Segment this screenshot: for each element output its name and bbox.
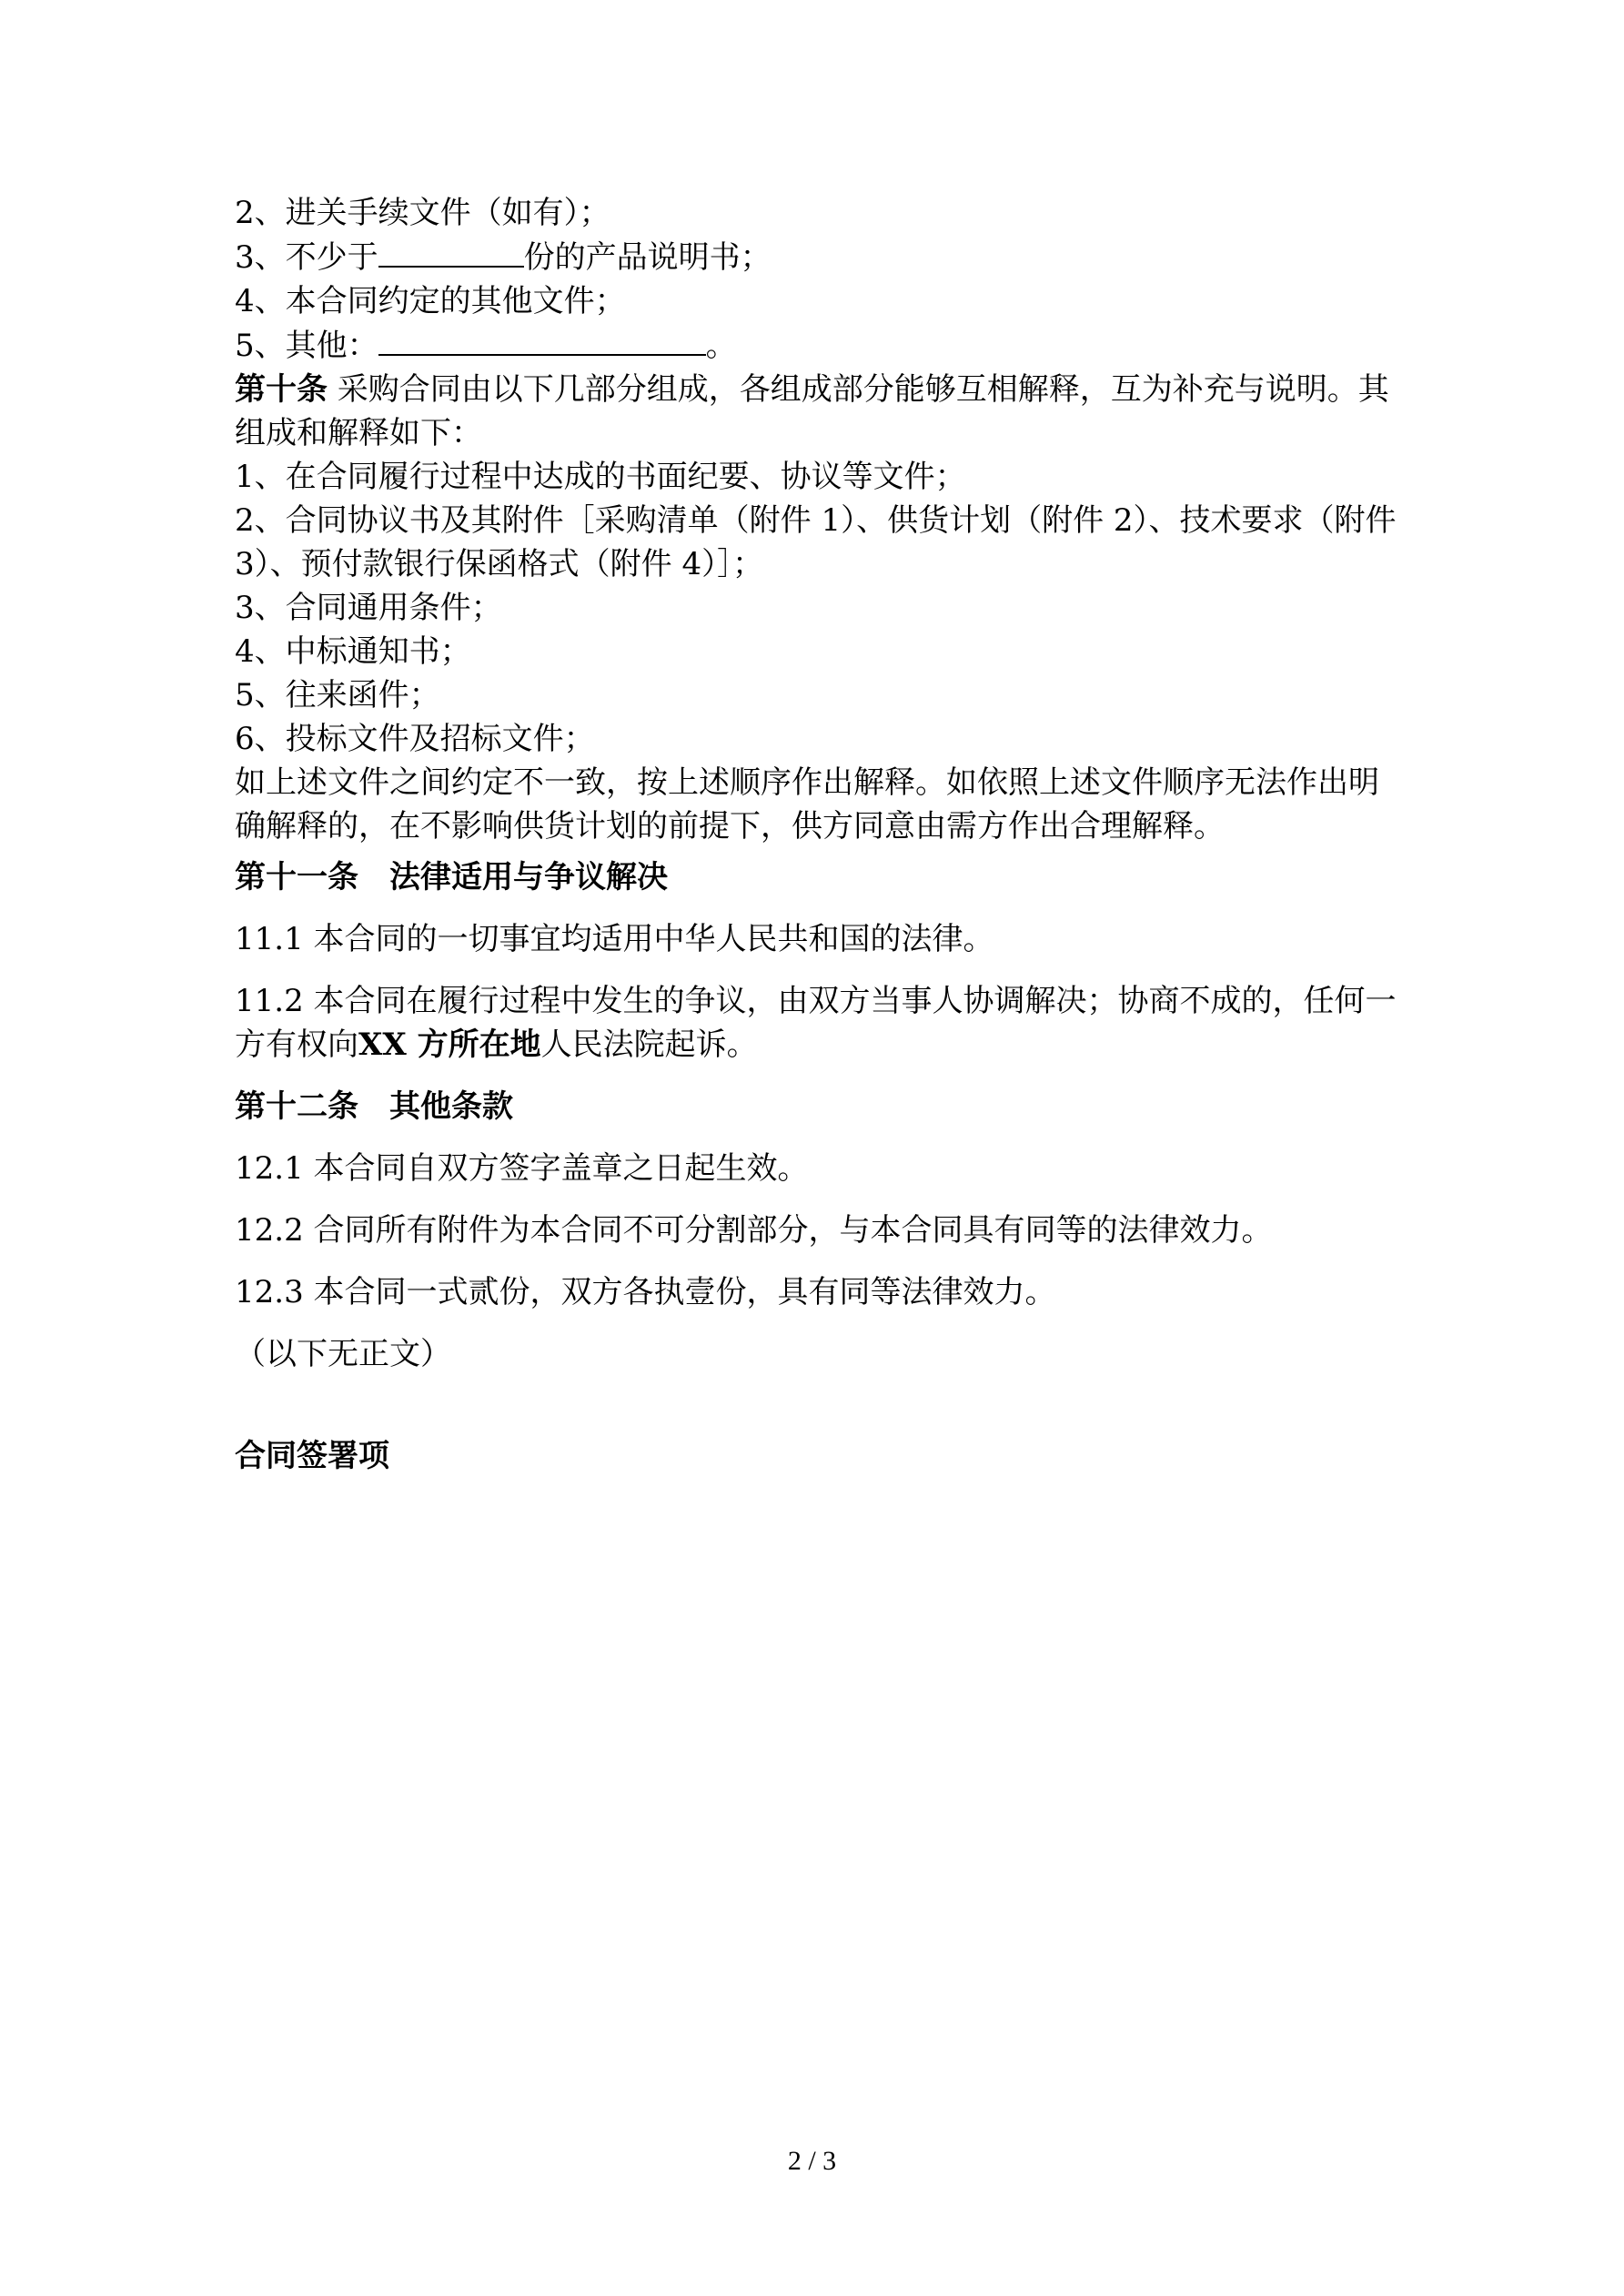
clause-11-1: 11.1 本合同的一切事宜均适用中华人民共和国的法律。 xyxy=(235,921,994,957)
copies-blank xyxy=(378,235,524,268)
article-10-item: 3、合同通用条件； xyxy=(235,590,502,626)
other-blank xyxy=(378,323,706,356)
signature-heading: 合同签署项 xyxy=(235,1438,389,1474)
clause-11-2 xyxy=(235,979,1408,1067)
clause-12-3: 12.3 本合同一式贰份，双方各执壹份，具有同等法律效力。 xyxy=(235,1274,1056,1310)
clause-12-1: 12.1 本合同自双方签字盖章之日起生效。 xyxy=(235,1150,809,1187)
list-item-5-suffix: 。 xyxy=(705,328,737,364)
article-10-intro xyxy=(235,368,1408,455)
list-item-2: 2、进关手续文件（如有）； xyxy=(235,195,610,231)
list-item-3-prefix: 3、不少于 xyxy=(235,239,378,276)
court-location: XX 方所在地 xyxy=(358,1027,541,1063)
document-body xyxy=(235,191,1408,1478)
list-item-4: 4、本合同约定的其他文件； xyxy=(235,283,626,319)
page-number: 2 / 3 xyxy=(787,2146,837,2176)
no-more-text: （以下无正文） xyxy=(235,1336,451,1372)
article-11-heading: 第十一条 法律适用与争议解决 xyxy=(235,859,668,895)
list-item-5-prefix: 5、其他： xyxy=(235,328,378,364)
article-10-heading: 第十条 xyxy=(235,371,328,408)
article-10-intro-text: 采购合同由以下几部分组成，各组成部分能够互相解释，互为补充与说明。其组成和解释如下： xyxy=(235,371,1389,451)
article-10-item: 6、投标文件及招标文件； xyxy=(235,721,595,757)
article-10-item: 2、合同协议书及其附件［采购清单（附件 1）、供货计划（附件 2）、技术要求（附件 3）、预付款银行保函格式（附件 4）］； xyxy=(235,502,1397,582)
list-item-3 xyxy=(235,235,1408,279)
spacer xyxy=(235,1376,1408,1434)
article-10-closing: 如上述文件之间约定不一致，按上述顺序作出解释。如依照上述文件顺序无法作出明确解释的，在不影响供货计划的前提下，供方同意由需方作出合理解释。 xyxy=(235,764,1379,845)
article-10-item: 4、中标通知书； xyxy=(235,633,471,670)
article-12-heading: 第十二条 其他条款 xyxy=(235,1088,513,1125)
article-10-item: 5、往来函件； xyxy=(235,677,440,713)
list-item-5 xyxy=(235,323,1408,368)
list-item-3-suffix: 份的产品说明书； xyxy=(523,239,772,276)
clause-12-2: 12.2 合同所有附件为本合同不可分割部分，与本合同具有同等的法律效力。 xyxy=(235,1212,1273,1249)
clause-11-2-text-end: 人民法院起诉。 xyxy=(540,1027,758,1063)
clause-11-2-text: 11.2 本合同在履行过程中发生的争议，由双方当事人协调解决；协商不成的，任何一方有权向 xyxy=(235,983,1397,1063)
article-10-item: 1、在合同履行过程中达成的书面纪要、协议等文件； xyxy=(235,459,966,495)
